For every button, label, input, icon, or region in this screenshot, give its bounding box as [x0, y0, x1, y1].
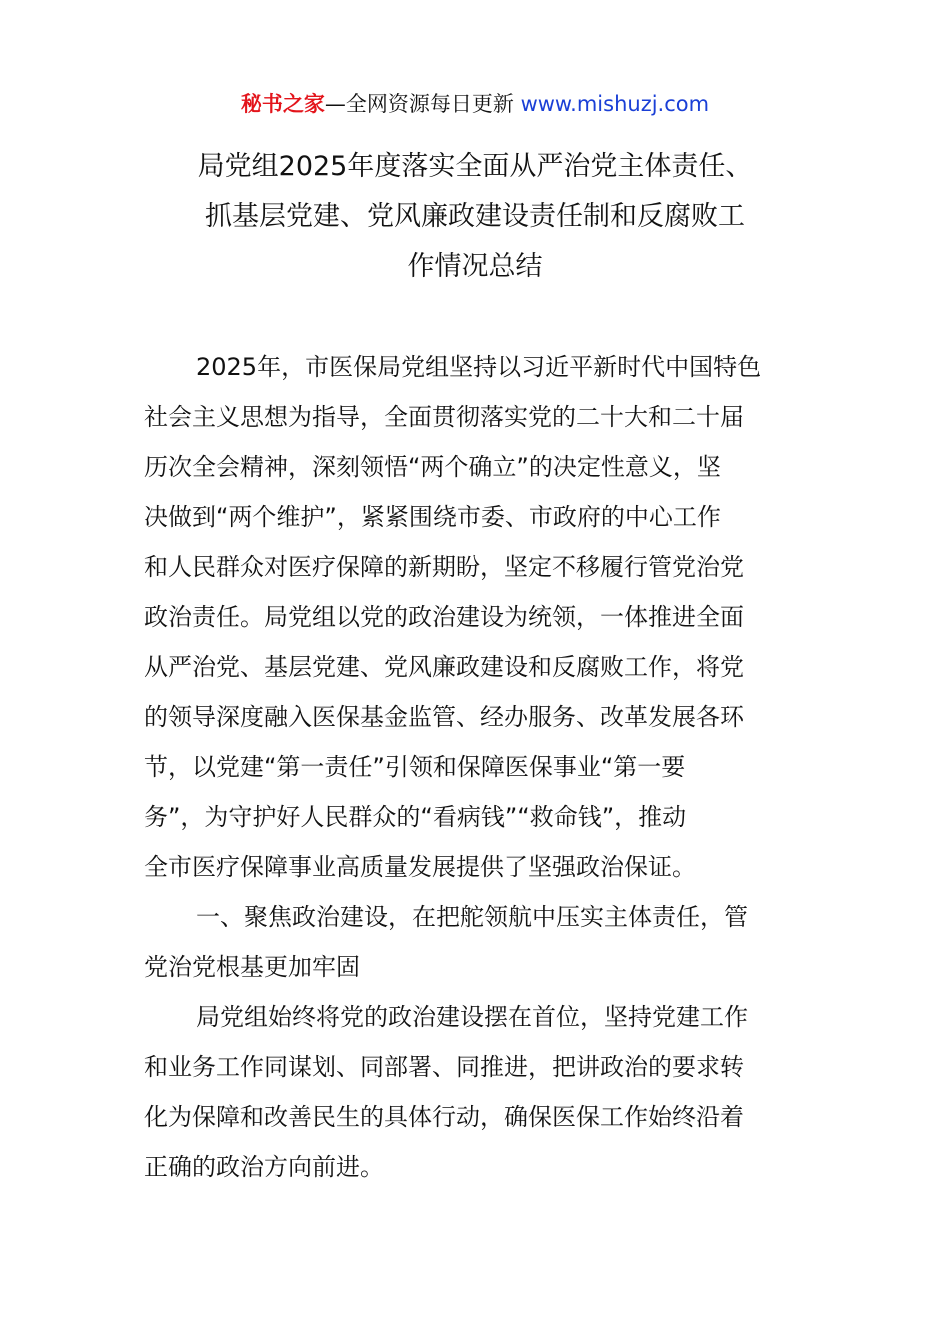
paragraph-line: 和人民群众对医疗保障的新期盼，坚定不移履行管党治党 [144, 553, 744, 581]
title-line: 抓基层党建、党风廉政建设责任制和反腐败工 [205, 201, 745, 232]
paragraph-line: 从严治党、基层党建、党风廉政建设和反腐败工作，将党 [144, 653, 744, 681]
paragraph-line: 局党组始终将党的政治建设摆在首位，坚持党建工作 [196, 1003, 748, 1031]
paragraph-line: 全市医疗保障事业高质量发展提供了坚强政治保证。 [144, 853, 696, 881]
paragraph-line: 2025年，市医保局党组坚持以习近平新时代中国特色 [196, 353, 762, 381]
paragraph-line: 决做到“两个维护”，紧紧围绕市委、市政府的中心工作 [144, 503, 721, 531]
paragraph-line: 的领导深度融入医保基金监管、经办服务、改革发展各环 [144, 703, 744, 731]
paragraph-line: 务”，为守护好人民群众的“看病钱”“救命钱”，推动 [144, 803, 687, 831]
paragraph-line: 社会主义思想为指导，全面贯彻落实党的二十大和二十届 [144, 403, 744, 431]
paragraph-line: 节，以党建“第一责任”引领和保障医保事业“第一要 [144, 753, 686, 781]
section-one-paragraph [144, 992, 808, 1192]
paragraph-line: 化为保障和改善民生的具体行动，确保医保工作始终沿着 [144, 1103, 744, 1131]
paragraph-line: 历次全会精神，深刻领悟“两个确立”的决定性意义，坚 [144, 453, 721, 481]
intro-paragraph [144, 342, 808, 892]
site-header [0, 88, 950, 120]
site-link[interactable]: www.mishuzj.com [520, 92, 710, 116]
paragraph-line: 政治责任。局党组以党的政治建设为统领，一体推进全面 [144, 603, 744, 631]
brand-name: 秘书之家 [240, 92, 325, 116]
title-line: 作情况总结 [407, 251, 543, 282]
paragraph-line: 和业务工作同谋划、同部署、同推进，把讲政治的要求转 [144, 1053, 744, 1081]
section-one-heading [144, 892, 808, 992]
title-line: 局党组2025年度落实全面从严治党主体责任、 [197, 151, 753, 182]
header-tagline: —全网资源每日更新 [324, 92, 521, 116]
paragraph-line: 正确的政治方向前进。 [144, 1153, 384, 1181]
document-title [140, 142, 810, 292]
heading-line: 一、聚焦政治建设，在把舵领航中压实主体责任，管 [196, 903, 748, 931]
heading-line: 党治党根基更加牢固 [144, 953, 360, 981]
